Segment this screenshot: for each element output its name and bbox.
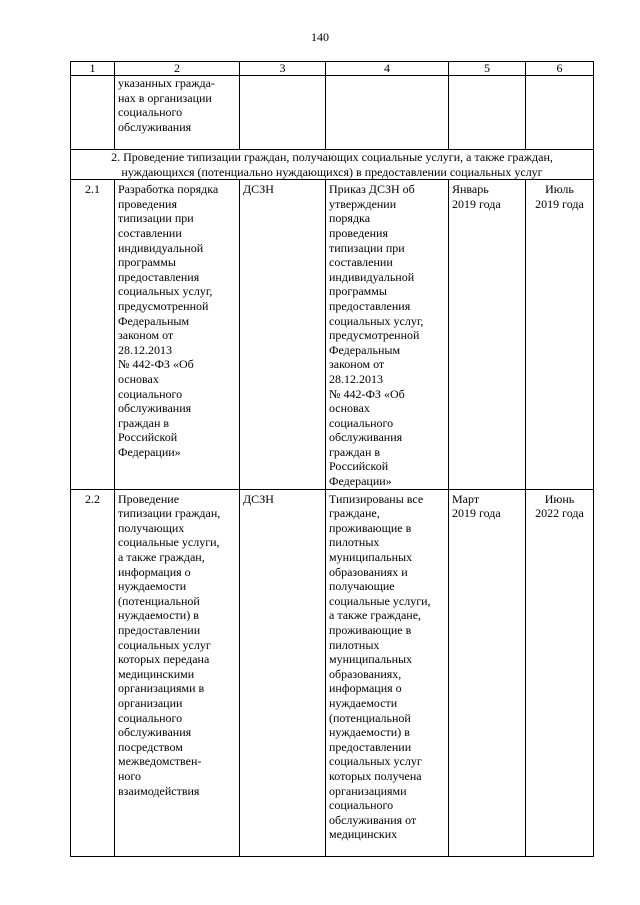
end-date-cell: Июнь 2022 года [526, 489, 594, 856]
column-number: 4 [326, 62, 449, 76]
column-number: 3 [240, 62, 326, 76]
responsible-cell [240, 76, 326, 150]
item-number-cell: 2.1 [71, 180, 115, 489]
end-date-cell: Июль 2019 года [526, 180, 594, 489]
item-number-cell [71, 76, 115, 150]
measure-cell: Проведение типизации граждан, получающих социальные услуги, а также граждан, информация о нуждаемости (потенциальной нуждаемости) в предоставлении социальных услуг которых передана медицинскими организациями в организации социального обслуживания посредством межведомствен- ного взаимодействия [115, 489, 240, 856]
result-cell [326, 76, 449, 150]
end-date-cell [526, 76, 594, 150]
start-date-cell: Март 2019 года [449, 489, 526, 856]
responsible-cell: ДСЗН [240, 489, 326, 856]
measure-cell: указанных гражда- нах в организации социального обслуживания [115, 76, 240, 150]
column-number-row [71, 62, 594, 76]
column-number: 6 [526, 62, 594, 76]
result-cell: Типизированы все граждане, проживающие в пилотных муниципальных образованиях и получающие социальные услуги, а также граждане, проживающие в пилотных муниципальных образованиях, информация о нуждаемости (потенциальной нуждаемости) в предоставлении социальных услуг которых получена организациями социального обслуживания от медицинских [326, 489, 449, 856]
column-number: 1 [71, 62, 115, 76]
column-number: 5 [449, 62, 526, 76]
measure-cell: Разработка порядка проведения типизации при составлении индивидуальной программы предоставления социальных услуг, предусмотренной Федеральным законом от 28.12.2013 № 442-ФЗ «Об основах социального обслуживания граждан в Российской Федерации» [115, 180, 240, 489]
continuation-row [71, 76, 594, 150]
action-plan-table [70, 61, 594, 857]
start-date-cell [449, 76, 526, 150]
result-cell: Приказ ДСЗН об утверждении порядка проведения типизации при составлении индивидуальной программы предоставления социальных услуг, предусмотренной Федеральным законом от 28.12.2013 № 442-ФЗ «Об основах социального обслуживания граждан в Российской Федерации» [326, 180, 449, 489]
item-number-cell: 2.2 [71, 489, 115, 856]
section-title: 2. Проведение типизации граждан, получающих социальные услуги, а также граждан, нуждающихся (потенциально нуждающихся) в предоставлении социальных услуг [71, 150, 594, 180]
start-date-cell: Январь 2019 года [449, 180, 526, 489]
column-number: 2 [115, 62, 240, 76]
table-row [71, 180, 594, 489]
page-number: 140 [311, 30, 329, 44]
responsible-cell: ДСЗН [240, 180, 326, 489]
table-row [71, 489, 594, 856]
section-header-row [71, 150, 594, 180]
